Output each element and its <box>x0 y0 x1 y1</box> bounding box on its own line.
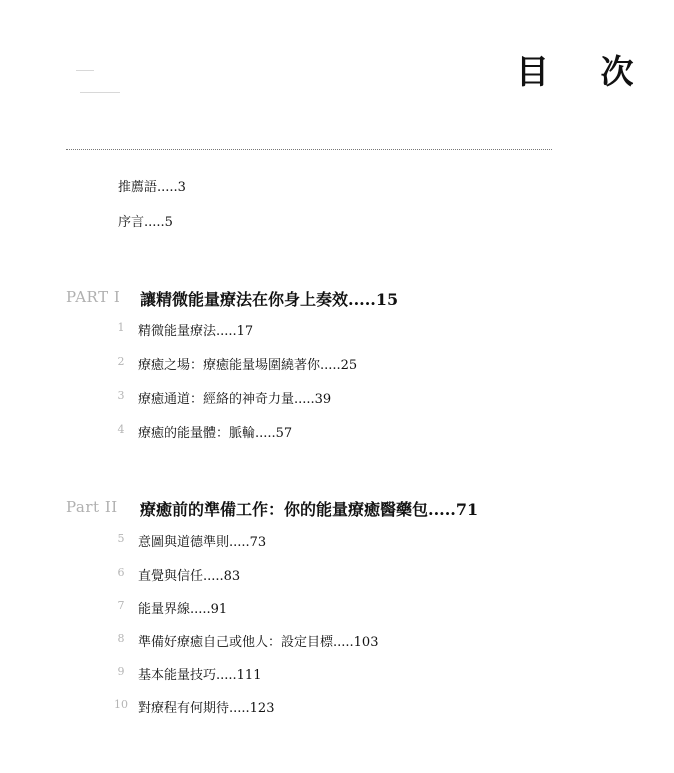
toc-entry-chapter[interactable]: 直覺與信任.....83 <box>138 569 241 584</box>
chapter-number: 8 <box>117 632 125 645</box>
toc-entry-chapter[interactable]: 對療程有何期待.....123 <box>138 701 275 716</box>
chapter-number: 6 <box>117 566 125 579</box>
toc-entry-chapter[interactable]: 能量界線.....91 <box>138 602 228 617</box>
toc-entry-recommendations[interactable]: 推薦語.....3 <box>118 180 186 195</box>
faint-mark <box>76 70 94 71</box>
toc-entry-chapter[interactable]: 精微能量療法.....17 <box>138 324 254 339</box>
toc-entry-chapter[interactable]: 療癒通道：經絡的神奇力量.....39 <box>138 392 332 407</box>
chapter-number: 9 <box>117 665 125 678</box>
part-title[interactable]: 讓精微能量療法在你身上奏效.....15 <box>140 290 399 309</box>
part-label: PART I <box>66 288 121 306</box>
chapter-number: 3 <box>117 389 125 402</box>
toc-entry-chapter[interactable]: 療癒的能量體：脈輪.....57 <box>138 426 293 441</box>
chapter-number: 2 <box>117 355 125 368</box>
divider-line <box>66 149 552 150</box>
chapter-number: 7 <box>117 599 125 612</box>
page-title: 目 次 <box>516 52 654 91</box>
part-title[interactable]: 療癒前的準備工作：你的能量療癒醫藥包.....71 <box>140 500 479 519</box>
chapter-number: 1 <box>117 321 125 334</box>
chapter-number: 10 <box>114 698 128 711</box>
chapter-number: 4 <box>117 423 125 436</box>
chapter-number: 5 <box>117 532 125 545</box>
part-label: Part II <box>66 498 118 516</box>
toc-entry-chapter[interactable]: 療癒之場：療癒能量場圍繞著你.....25 <box>138 358 358 373</box>
toc-entry-chapter[interactable]: 基本能量技巧.....111 <box>138 668 262 683</box>
faint-mark <box>80 92 120 93</box>
toc-entry-chapter[interactable]: 意圖與道德準則.....73 <box>138 535 267 550</box>
toc-entry-chapter[interactable]: 準備好療癒自己或他人：設定目標.....103 <box>138 635 379 650</box>
toc-entry-preface[interactable]: 序言.....5 <box>118 215 173 230</box>
